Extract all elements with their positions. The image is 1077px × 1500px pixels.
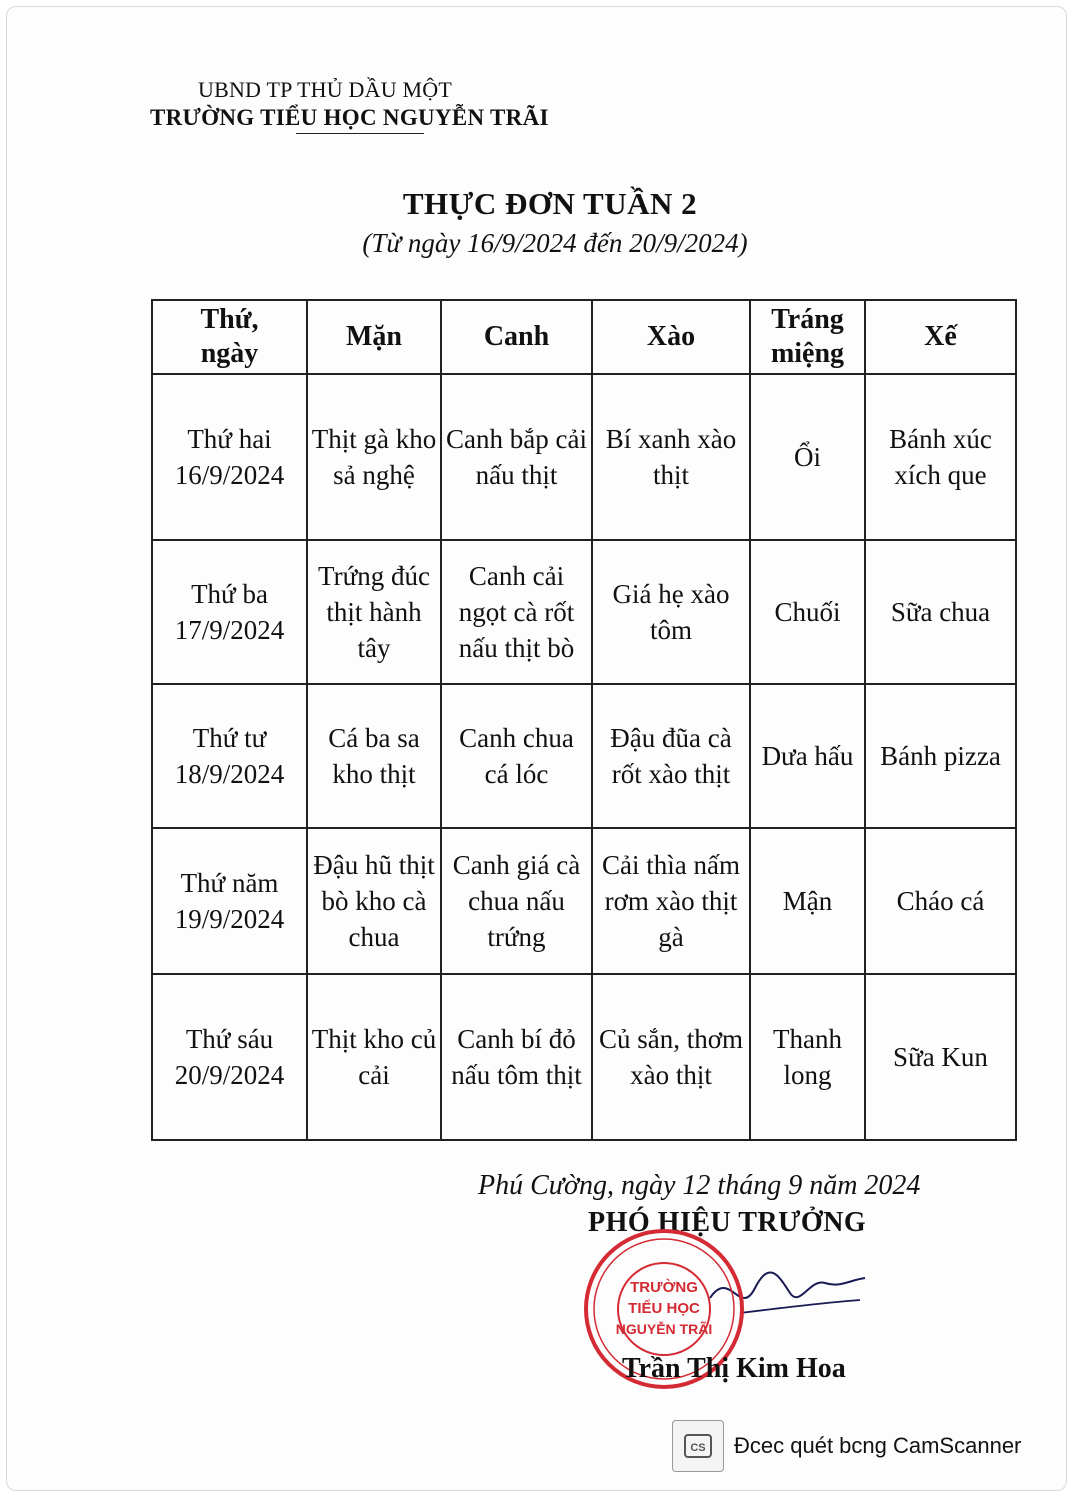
xao-cell: Củ sắn, thơm xào thịt: [592, 974, 750, 1140]
table-row: [152, 540, 1016, 684]
day-name: Thứ năm: [180, 868, 279, 898]
svg-text:CS: CS: [690, 1442, 706, 1454]
canh-cell: Canh giá cà chua nấu trứng: [441, 828, 592, 974]
xao-cell: Bí xanh xào thịt: [592, 374, 750, 540]
day-name: Thứ ba: [191, 579, 268, 609]
seal-text-line1: TRƯỜNG: [630, 1279, 698, 1296]
xe-cell: Cháo cá: [865, 828, 1016, 974]
seal-text-line3: NGUYỄN TRÃI: [615, 1321, 713, 1337]
xe-cell: Bánh xúc xích que: [865, 374, 1016, 540]
header-trang-line1: Tráng: [771, 304, 844, 335]
day-cell: [152, 540, 307, 684]
signer-role: PHÓ HIỆU TRƯỞNG: [588, 1207, 867, 1238]
trang-mieng-cell: Chuối: [750, 540, 865, 684]
trang-mieng-cell: Thanh long: [750, 974, 865, 1140]
man-cell: Đậu hũ thịt bò kho cà chua: [307, 828, 441, 974]
weekly-menu-table: [151, 299, 1017, 1141]
xao-cell: Giá hẹ xào tôm: [592, 540, 750, 684]
signer-name: Trần Thị Kim Hoa: [622, 1353, 846, 1384]
day-date: 16/9/2024: [174, 460, 285, 490]
day-date: 20/9/2024: [174, 1060, 285, 1090]
table-row: [152, 974, 1016, 1140]
trang-mieng-cell: Ổi: [750, 374, 865, 540]
day-date: 19/9/2024: [174, 904, 285, 934]
page-title: THỰC ĐƠN TUẦN 2: [402, 186, 698, 221]
school-name: TRƯỜNG TIỂU HỌC NGUYỄN TRÃI: [150, 105, 549, 130]
day-name: Thứ tư: [192, 723, 267, 753]
man-cell: Trứng đúc thịt hành tây: [307, 540, 441, 684]
camscanner-icon: [672, 1420, 724, 1472]
header-trang-mieng: [750, 300, 865, 374]
canh-cell: Canh chua cá lóc: [441, 684, 592, 828]
day-name: Thứ sáu: [185, 1024, 274, 1054]
table-row: [152, 684, 1016, 828]
canh-cell: Canh cải ngọt cà rốt nấu thịt bò: [441, 540, 592, 684]
header-man: Mặn: [307, 300, 441, 374]
header-day-line2: ngày: [200, 338, 259, 369]
xao-cell: Đậu đũa cà rốt xào thịt: [592, 684, 750, 828]
man-cell: Thịt kho củ cải: [307, 974, 441, 1140]
seal-text-line2: TIỂU HỌC: [628, 1300, 700, 1317]
document-header: [150, 76, 549, 132]
man-cell: Thịt gà kho sả nghệ: [307, 374, 441, 540]
trang-mieng-cell: Dưa hấu: [750, 684, 865, 828]
day-date: 18/9/2024: [174, 759, 285, 789]
day-name: Thứ hai: [187, 424, 272, 454]
header-day-line1: Thứ,: [200, 304, 259, 335]
header-canh: Canh: [441, 300, 592, 374]
header-xe: Xế: [865, 300, 1016, 374]
day-cell: [152, 684, 307, 828]
signing-place-date: Phú Cường, ngày 12 tháng 9 năm 2024: [478, 1170, 921, 1201]
xao-cell: Cải thìa nấm rơm xào thịt gà: [592, 828, 750, 974]
canh-cell: Canh bí đỏ nấu tôm thịt: [441, 974, 592, 1140]
man-cell: Cá ba sa kho thịt: [307, 684, 441, 828]
header-day: [152, 300, 307, 374]
header-underline: [296, 133, 424, 134]
table-row: [152, 828, 1016, 974]
scanner-watermark: [672, 1418, 1021, 1474]
day-cell: [152, 974, 307, 1140]
page-subtitle: (Từ ngày 16/9/2024 đến 20/9/2024): [362, 228, 748, 258]
xe-cell: Bánh pizza: [865, 684, 1016, 828]
header-trang-line2: miệng: [770, 338, 845, 369]
day-cell: [152, 374, 307, 540]
org-parent-name: UBND TP THỦ DẦU MỘT: [198, 77, 452, 102]
xe-cell: Sữa chua: [865, 540, 1016, 684]
trang-mieng-cell: Mận: [750, 828, 865, 974]
table-header-row: [152, 300, 1016, 374]
canh-cell: Canh bắp cải nấu thịt: [441, 374, 592, 540]
xe-cell: Sữa Kun: [865, 974, 1016, 1140]
day-date: 17/9/2024: [174, 615, 285, 645]
header-xao: Xào: [592, 300, 750, 374]
scanner-label: Đcec quét bcng CamScanner: [734, 1433, 1022, 1458]
day-cell: [152, 828, 307, 974]
table-row: [152, 374, 1016, 540]
